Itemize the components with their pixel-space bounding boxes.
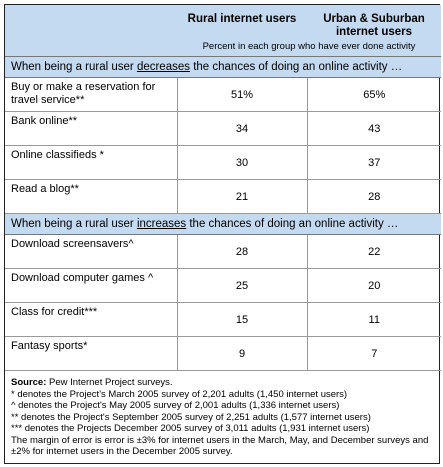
row-label: Fantasy sports*: [5, 337, 177, 371]
source-text: Pew Internet Project surveys.: [46, 377, 173, 388]
header-rural: Rural internet users: [177, 5, 307, 39]
activity-table: [5, 5, 441, 371]
footnote-line: ^ denotes the Project's May 2005 survey of 2,001 adults (1,336 internet users): [11, 400, 340, 411]
header-subtitle: Percent in each group who have ever done activity: [177, 39, 441, 57]
table-row: [5, 180, 441, 214]
table-row: [5, 337, 441, 371]
rural-value: 51%: [177, 78, 307, 112]
table-row: [5, 146, 441, 180]
table-row: [5, 303, 441, 337]
rural-value: 28: [177, 235, 307, 269]
urban-value: 22: [307, 235, 441, 269]
rural-value: 21: [177, 180, 307, 214]
rural-value: 30: [177, 146, 307, 180]
header-blank: [5, 5, 177, 39]
row-label: Read a blog**: [5, 180, 177, 214]
source-label: Source:: [11, 377, 47, 388]
urban-value: 43: [307, 112, 441, 146]
urban-value: 7: [307, 337, 441, 371]
footnotes: [5, 371, 439, 462]
row-label: Bank online**: [5, 112, 177, 146]
section-title: When being a rural user increases the chances of doing an online activity …: [5, 214, 441, 235]
rural-value: 9: [177, 337, 307, 371]
table-row: [5, 112, 441, 146]
margin-of-error-note: The margin of error is error is ±3% for internet users in the March, May, and December surveys and ±2% for internet users in the December 2005 survey.: [11, 434, 429, 457]
footnote-line: ** denotes the Project's September 2005 survey of 2,251 adults (1,577 internet users): [11, 411, 371, 423]
urban-value: 37: [307, 146, 441, 180]
row-label: Buy or make a reservation for travel service**: [5, 78, 177, 112]
data-table-frame: [4, 4, 440, 464]
urban-value: 28: [307, 180, 441, 214]
table-row: [5, 78, 441, 112]
rural-value: 15: [177, 303, 307, 337]
row-label: Download screensavers^: [5, 235, 177, 269]
section-increases: [5, 214, 441, 235]
footnote-line: *** denotes the Projects December 2005 survey of 3,011 adults (1,931 internet users): [11, 423, 370, 434]
table-row: [5, 235, 441, 269]
section-title: When being a rural user decreases the chances of doing an online activity …: [5, 57, 441, 78]
section-decreases: [5, 57, 441, 78]
rural-value: 34: [177, 112, 307, 146]
urban-value: 11: [307, 303, 441, 337]
urban-value: 65%: [307, 78, 441, 112]
footnote-line: * denotes the Project's March 2005 survey of 2,201 adults (1,450 internet users): [11, 388, 348, 400]
header-subtitle-row: [5, 39, 441, 57]
row-label: Download computer games ^: [5, 269, 177, 303]
table-row: [5, 269, 441, 303]
source-line: [11, 377, 433, 389]
row-label: Online classifieds *: [5, 146, 177, 180]
header-urban: Urban & Suburban internet users: [307, 5, 441, 39]
header-row: [5, 5, 441, 39]
urban-value: 20: [307, 269, 441, 303]
row-label: Class for credit***: [5, 303, 177, 337]
rural-value: 25: [177, 269, 307, 303]
